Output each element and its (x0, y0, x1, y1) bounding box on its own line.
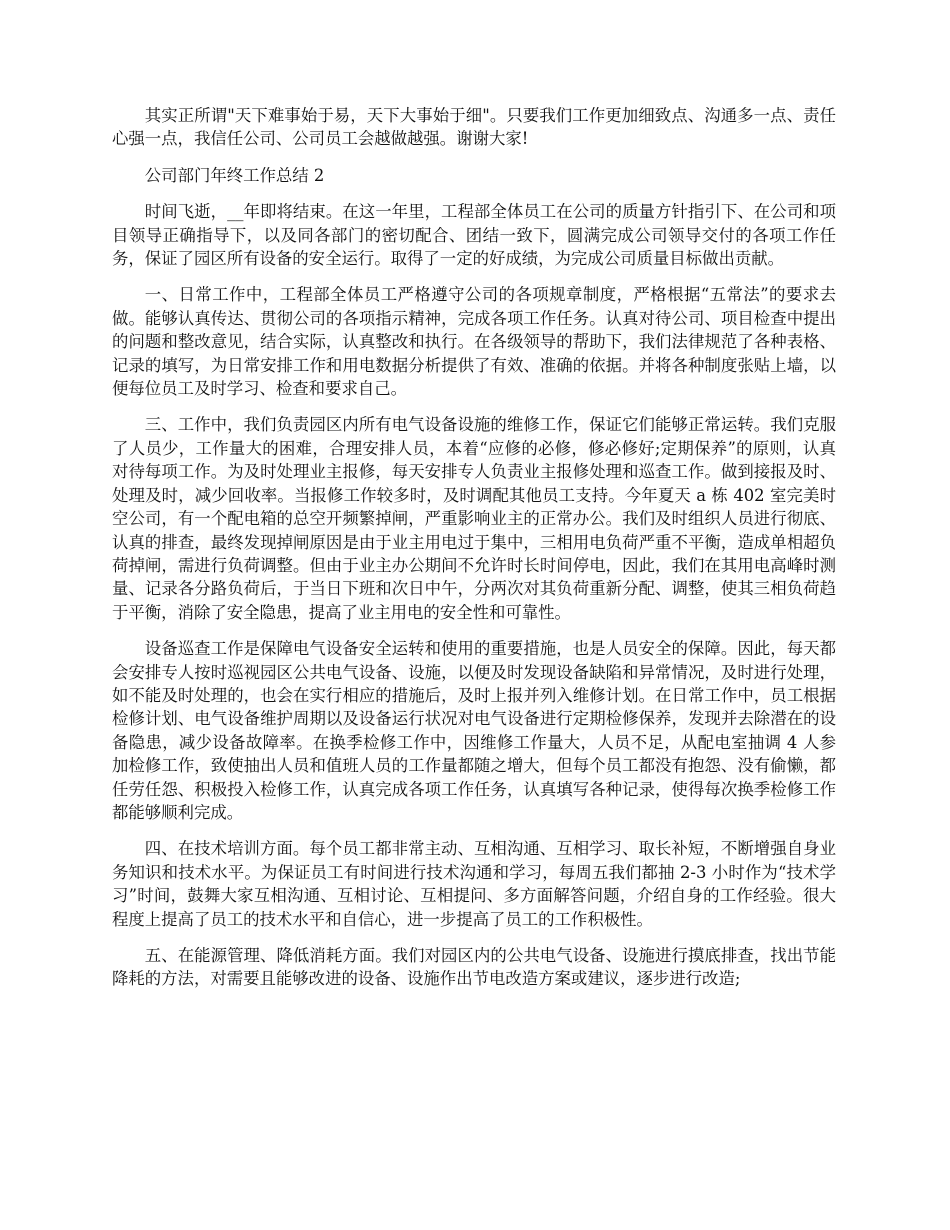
paragraph-maintenance: 三、工作中，我们负责园区内所有电气设备设施的维修工作，保证它们能够正常运转。我们克服了人员少，工作量大的困难，合理安排人员，本着“应修的必修，修必修好;定期保养”的原则，认真对待每项工作。为及时处理业主报修，每天安排专人负责业主报修处理和巡查工作。做到接报及时、处理及时，减少回收率。当报修工作较多时，及时调配其他员工支持。今年夏天 a 栋 402 室完美时空公司，有一个配电箱的总空开频繁掉闸，严重影响业主的正常办公。我们及时组织人员进行彻底、认真的排查，最终发现掉闸原因是由于业主用电过于集中，三相用电负荷严重不平衡，造成单相超负荷掉闸，需进行负荷调整。但由于业主办公期间不允许时长时间停电，因此，我们在其用电高峰时测量、记录各分路负荷后，于当日下班和次日中午，分两次对其负荷重新分配、调整，使其三相负荷趋于平衡，消除了安全隐患，提高了业主用电的安全性和可靠性。 (112, 415, 836, 622)
paragraph-closing-remarks: 其实正所谓"天下难事始于易，天下大事始于细"。只要我们工作更加细致点、沟通多一点、责任心强一点，我信任公司、公司员工会越做越强。谢谢大家! (112, 106, 836, 149)
document-body (112, 104, 836, 1004)
paragraph-intro: 时间飞逝，__年即将结束。在这一年里，工程部全体员工在公司的质量方针指引下、在公司和项目领导正确指导下，以及同各部门的密切配合、团结一致下，圆满完成公司领导交付的各项工作任务，保证了园区所有设备的安全运行。取得了一定的好成绩，为完成公司质量目标做出贡献。 (112, 202, 836, 269)
paragraph-training: 四、在技术培训方面。每个员工都非常主动、互相沟通、互相学习、取长补短，不断增强自身业务知识和技术水平。为保证员工有时间进行技术沟通和学习，每周五我们都抽 2-3 小时作为“技术学习”时间，鼓舞大家互相沟通、互相讨论、互相提问、多方面解答问题，介绍自身的工作经验。很大程度上提高了员工的技术水平和自信心，进一步提高了员工的工作积极性。 (112, 839, 836, 929)
paragraph-inspection: 设备巡查工作是保障电气设备安全运转和使用的重要措施，也是人员安全的保障。因此，每天都会安排专人按时巡视园区公共电气设备、设施，以便及时发现设备缺陷和异常情况，及时进行处理，如不能及时处理的，也会在实行相应的措施后，及时上报并列入维修计划。在日常工作中，员工根据检修计划、电气设备维护周期以及设备运行状况对电气设备进行定期检修保养，发现并去除潜在的设备隐患，减少设备故障率。在换季检修工作中，因维修工作量大，人员不足，从配电室抽调 4 人参加检修工作，致使抽出人员和值班人员的工作量都随之增大，但每个员工都没有抱怨、没有偷懒，都任劳任怨、积极投入检修工作，认真完成各项工作任务，认真填写各种记录，使得每次换季检修工作都能够顺利完成。 (112, 639, 836, 822)
paragraph-energy: 五、在能源管理、降低消耗方面。我们对园区内的公共电气设备、设施进行摸底排查，找出节能降耗的方法，对需要且能够改进的设备、设施作出节电改造方案或建议，逐步进行改造; (112, 946, 836, 989)
section-heading: 公司部门年终工作总结 2 (144, 165, 325, 185)
paragraph-daily-work: 一、日常工作中，工程部全体员工严格遵守公司的各项规章制度，严格根据“五常法”的要求去做。能够认真传达、贯彻公司的各项指示精神，完成各项工作任务。认真对待公司、项目检查中提出的问题和整改意见，结合实际，认真整改和执行。在各级领导的帮助下，我们法律规范了各种表格、记录的填写，为日常安排工作和用电数据分析提供了有效、准确的依据。并将各种制度张贴上墙，以便每位员工及时学习、检查和要求自己。 (112, 285, 836, 399)
